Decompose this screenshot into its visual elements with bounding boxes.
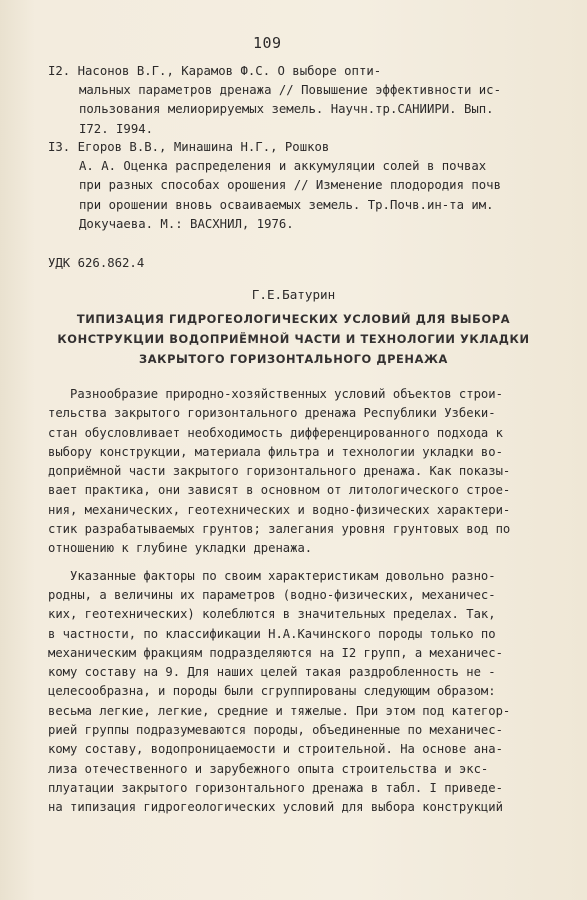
text-line: плуатации закрытого горизонтального дренажа в табл. I приведе- [48, 780, 503, 795]
text-line: тельства закрытого горизонтального дренажа Республики Узбеки- [48, 406, 496, 421]
article-title [0, 309, 587, 369]
text-line: целесообразна, и породы были сгруппированы следующим образом: [48, 684, 496, 699]
text-line: рией группы подразумеваются породы, объединенные по механичес- [48, 723, 503, 738]
text-line: ния, механических, геотехнических и водно-физических характери- [48, 502, 511, 517]
text-line: выбору конструкции, материала фильтра и технологии укладки во- [48, 444, 503, 459]
reference-line: I72. I994. [79, 121, 154, 136]
text-line: Разнообразие природно-хозяйственных условий объектов строи- [48, 387, 503, 401]
article-author: Г.Е.Батурин [251, 287, 336, 302]
text-line: весьма легкие, легкие, средние и тяжелые. При этом под категор- [48, 703, 511, 718]
reference-line: Докучаева. М.: ВАСХНИЛ, 1976. [79, 216, 294, 231]
text-line: родны, а величины их параметров (водно-физических, механичес- [48, 587, 496, 602]
reference-line: А. А. Оценка распределения и аккумуляции солей в почвах [79, 159, 487, 174]
text-line: доприёмной части закрытого горизонтального дренажа. Как показы- [48, 464, 511, 479]
reference-line: при разных способах орошения // Изменение плодородия почв [79, 178, 501, 193]
text-line: стан обусловливает необходимость дифференцированного подхода к [48, 425, 503, 440]
text-line: лиза отечественного и зарубежного опыта строительства и экс- [48, 761, 489, 776]
page-number: 109 [253, 34, 282, 52]
paragraph [48, 385, 548, 559]
title-line: КОНСТРУКЦИИ ВОДОПРИЁМНОЙ ЧАСТИ И ТЕХНОЛОГИИ УКЛАДКИ [57, 332, 530, 346]
reference-line: мальных параметров дренажа // Повышение эффективности ис- [79, 83, 501, 98]
text-line: Указанные факторы по своим характеристикам довольно разно- [48, 568, 496, 583]
reference-line: I3. Егоров В.В., Минашина Н.Г., Рошков [48, 140, 330, 154]
text-line: стик разрабатываемых грунтов; залегания уровня грунтовых вод по [48, 522, 511, 537]
text-line: кому составу на 9. Для наших целей такая раздробленность не - [48, 665, 496, 680]
reference-13 [48, 138, 528, 234]
udc-code: УДК 626.862.4 [48, 256, 145, 270]
text-line: на типизация гидрогеологических условий для выбора конструкций [48, 800, 503, 815]
title-line: ТИПИЗАЦИЯ ГИДРОГЕОЛОГИЧЕСКИХ УСЛОВИЙ ДЛЯ ВЫБОРА [76, 312, 511, 326]
paragraph-gap [48, 559, 548, 567]
text-line: механическим фракциям подразделяются на I2 групп, а механичес- [48, 645, 503, 660]
reference-line: пользования мелиорируемых земель. Научн.тр.САНИИРИ. Вып. [79, 102, 494, 117]
reference-line: I2. Насонов В.Г., Карамов Ф.С. О выборе опти- [48, 64, 382, 78]
article-body [48, 385, 548, 818]
text-line: в частности, по классификации Н.А.Качинского породы только по [48, 626, 496, 641]
text-line: вает практика, они зависят в основном от литологического строе- [48, 483, 511, 498]
text-line: ких, геотехнических) колеблются в значительных пределах. Так, [48, 607, 496, 622]
title-line: ЗАКРЫТОГО ГОРИЗОНТАЛЬНОГО ДРЕНАЖА [139, 352, 448, 366]
paragraph [48, 567, 548, 818]
reference-line: при орошении вновь осваиваемых земель. Тр.Почв.ин-та им. [79, 197, 494, 212]
reference-12 [48, 62, 528, 139]
text-line: кому составу, водопроницаемости и строительной. На основе ана- [48, 742, 503, 757]
text-line: отношению к глубине укладки дренажа. [48, 541, 313, 556]
